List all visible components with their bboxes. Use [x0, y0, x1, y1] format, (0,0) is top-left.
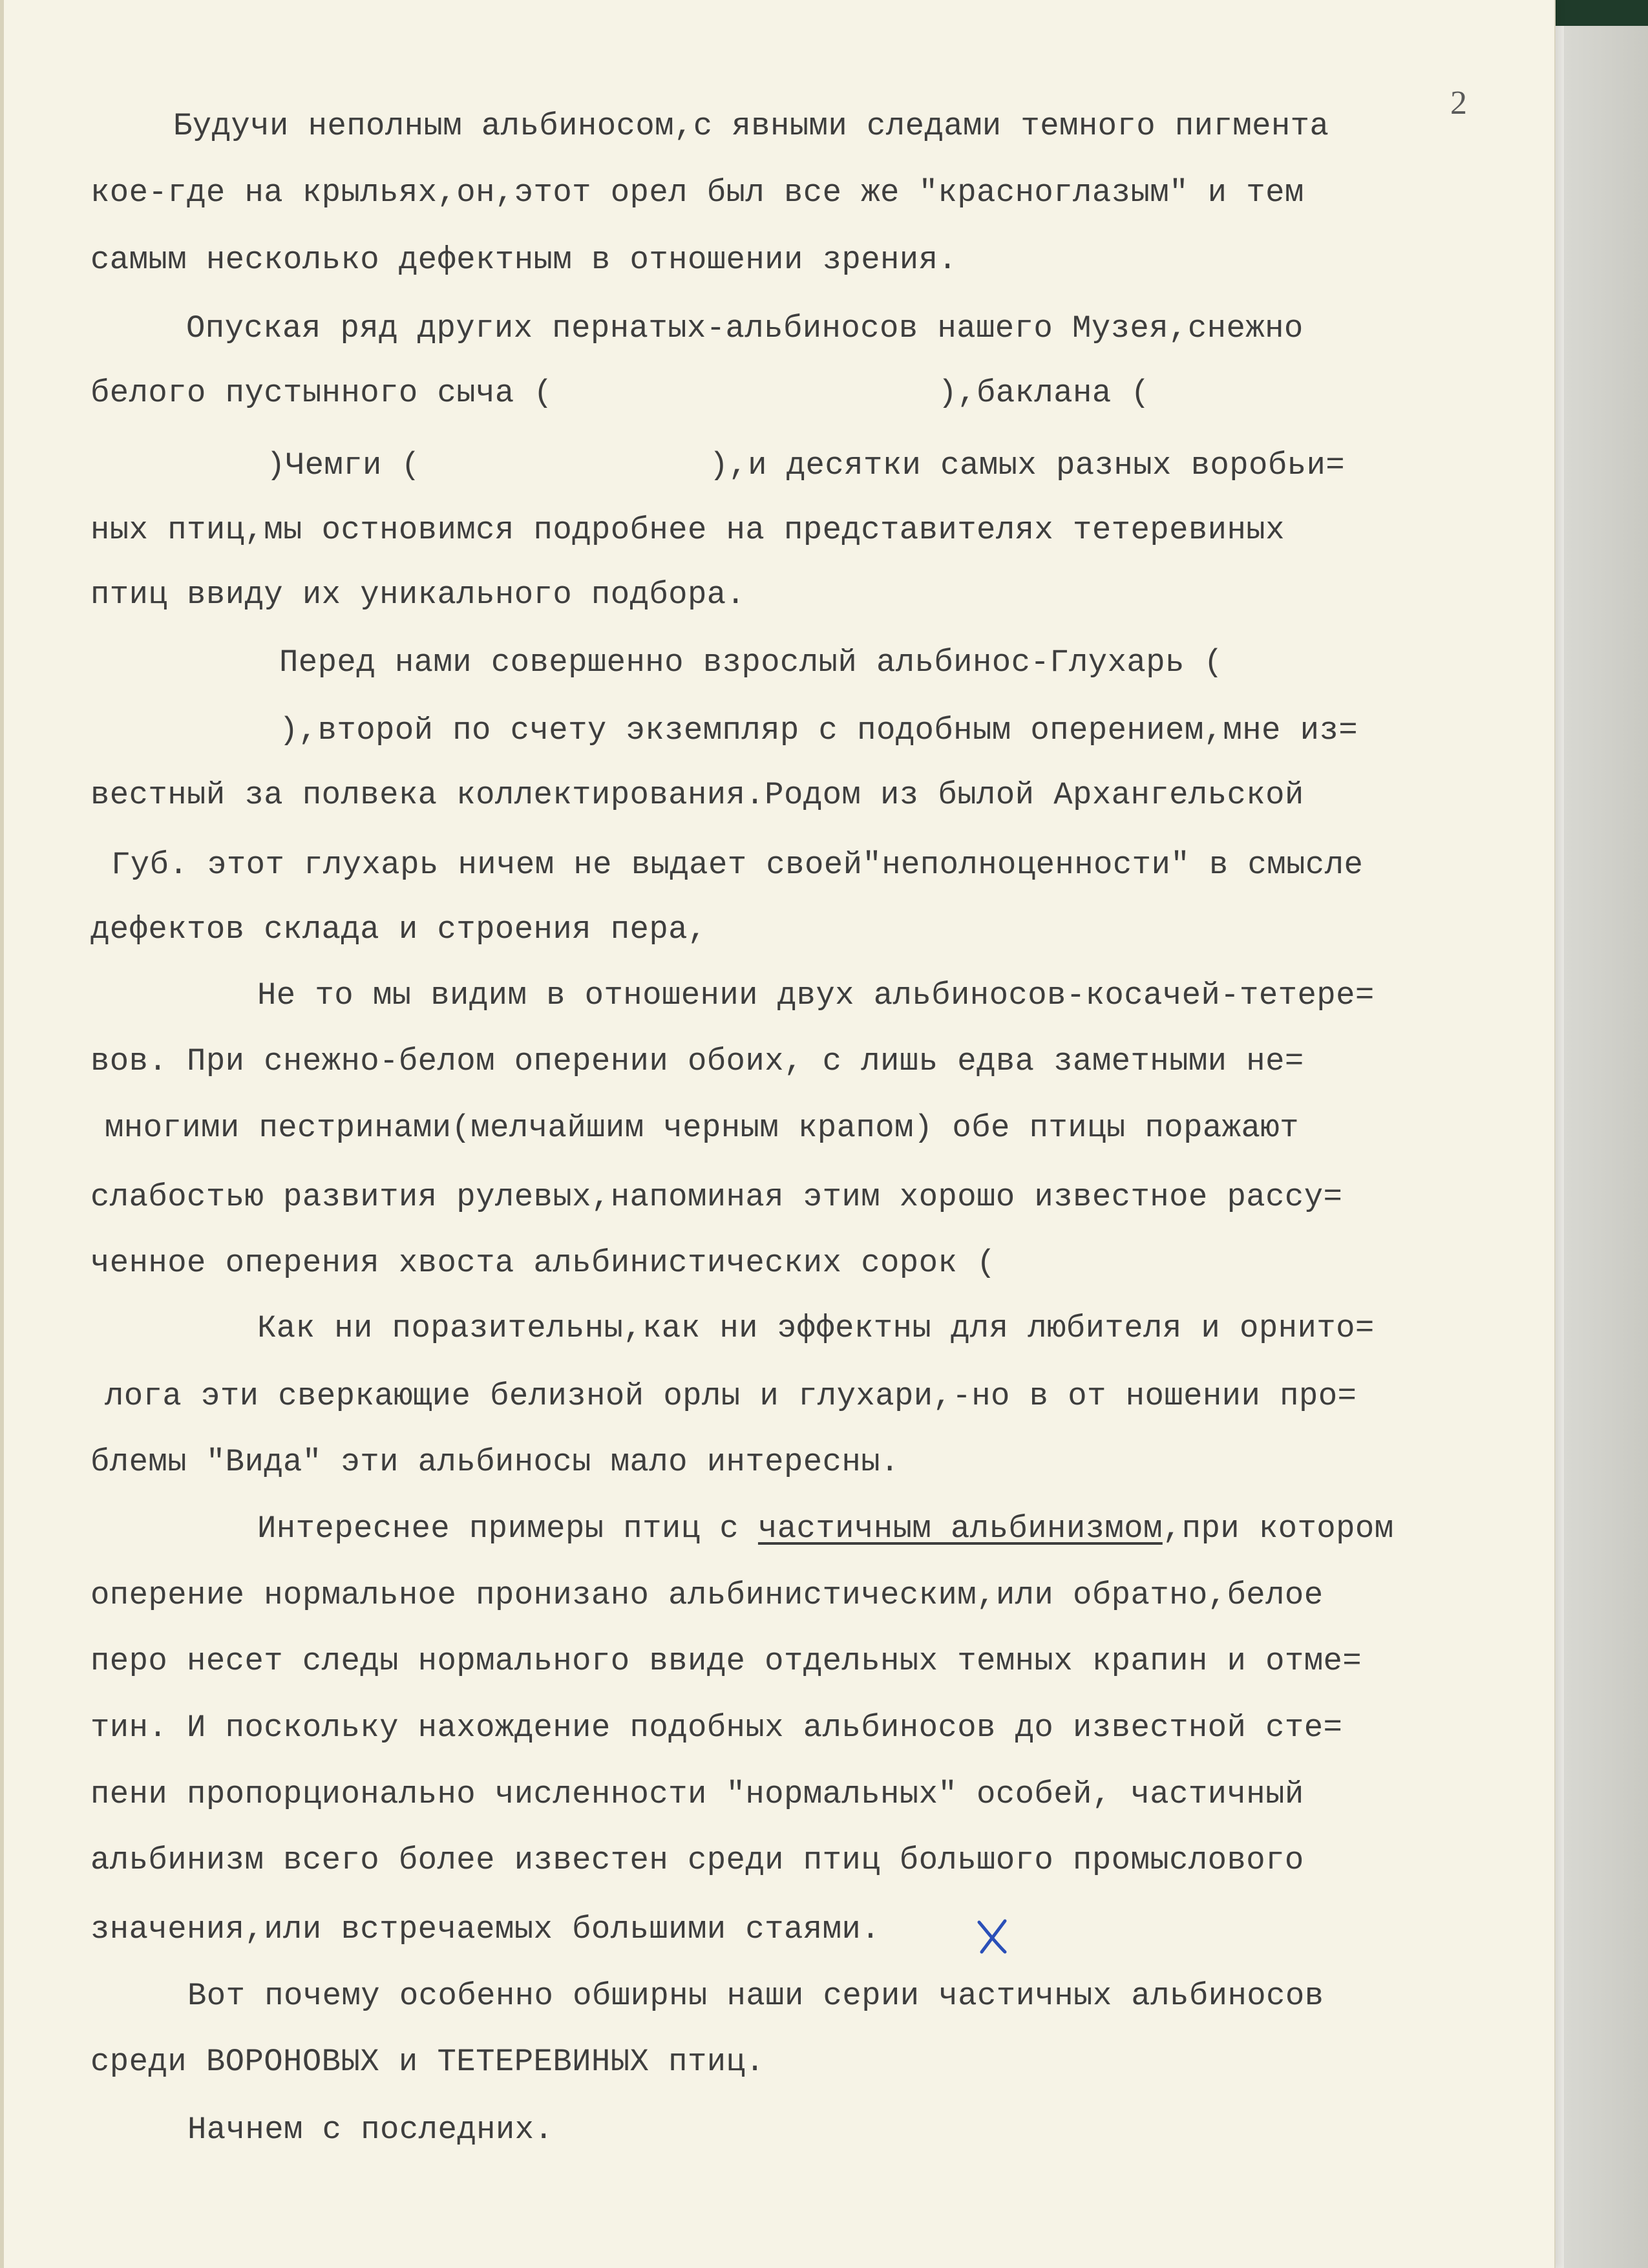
text-line: слабостью развития рулевых,напоминая этим хорошо известное рассу= [90, 1179, 1343, 1215]
text-line: самым несколько дефектным в отношении зрения. [90, 242, 958, 278]
text-line: ных птиц,мы остновимся подробнее на представителях тетеревиных [90, 512, 1285, 548]
text-fragment: ,при котором [1162, 1510, 1394, 1547]
text-line: дефектов склада и строения пера, [90, 911, 707, 948]
text-line: Губ. этот глухарь ничем не выдает своей"неполноценности" в смысле [111, 847, 1364, 883]
underlined-term: частичным альбинизмом [757, 1510, 1163, 1547]
text-fragment: Интереснее примеры птиц с [257, 1510, 758, 1547]
text-line: многими пестринами(мелчайшим черным крапом) обе птицы поражают [105, 1110, 1299, 1146]
text-line: блемы "Вида" эти альбиносы мало интересны. [90, 1444, 900, 1480]
text-line: Как ни поразительны,как ни эффектны для любителя и орнито= [257, 1310, 1375, 1346]
text-line: птиц ввиду их уникального подбора. [90, 577, 746, 613]
text-line: вов. При снежно-белом оперении обоих, с лишь едва заметными не= [90, 1043, 1304, 1079]
text-line: среди ВОРОНОВЫХ и ТЕТЕРЕВИНЫХ птиц. [90, 2044, 765, 2080]
text-line: )Чемги ( ),и десятки самых разных воробьи= [266, 447, 1346, 483]
text-line: Вот почему особенно обширны наши серии частичных альбиносов [187, 1978, 1324, 2014]
text-line [257, 1509, 1394, 1548]
text-line: Опуская ряд других пернатых-альбиносов нашего Музея,снежно [186, 310, 1304, 346]
text-line: ),второй по счету экземпляр с подобным оперением,мне из= [279, 712, 1358, 748]
text-line: перо несет следы нормального ввиде отдельных темных крапин и отме= [90, 1643, 1362, 1679]
text-line: лога эти сверкающие белизной орлы и глухари,-но в от ношении про= [105, 1378, 1357, 1414]
text-line: тин. И поскольку нахождение подобных альбиносов до известной сте= [90, 1710, 1343, 1746]
text-line: Перед нами совершенно взрослый альбинос-Глухарь ( [279, 644, 1223, 681]
scanner-background [1564, 0, 1648, 2268]
text-line: кое-где на крыльях,он,этот орел был все же "красноглазым" и тем [90, 175, 1304, 211]
text-line: оперение нормальное пронизано альбинистическим,или обратно,белое [90, 1577, 1324, 1613]
text-line: Будучи неполным альбиносом,с явными следами темного пигмента [173, 108, 1329, 144]
text-line: альбинизм всего более известен среди птиц большого промыслового [90, 1842, 1304, 1878]
page-edge [0, 0, 4, 2268]
text-line: Начнем с последних. [187, 2112, 554, 2148]
text-line: белого пустынного сыча ( ),баклана ( [90, 375, 1150, 411]
page-number: 2 [1450, 85, 1467, 122]
text-line: значения,или встречаемых большими стаями. [90, 1911, 880, 1947]
text-line: пени пропорционально численности "нормальных" особей, частичный [90, 1776, 1304, 1812]
handwritten-x-mark-icon [973, 1917, 1011, 1956]
text-line: ченное оперения хвоста альбинистических сорок ( [90, 1245, 996, 1281]
text-line: вестный за полвека коллектирования.Родом из былой Архангельской [90, 777, 1304, 813]
text-line: Не то мы видим в отношении двух альбиносов-косачей-тетере= [257, 977, 1375, 1013]
